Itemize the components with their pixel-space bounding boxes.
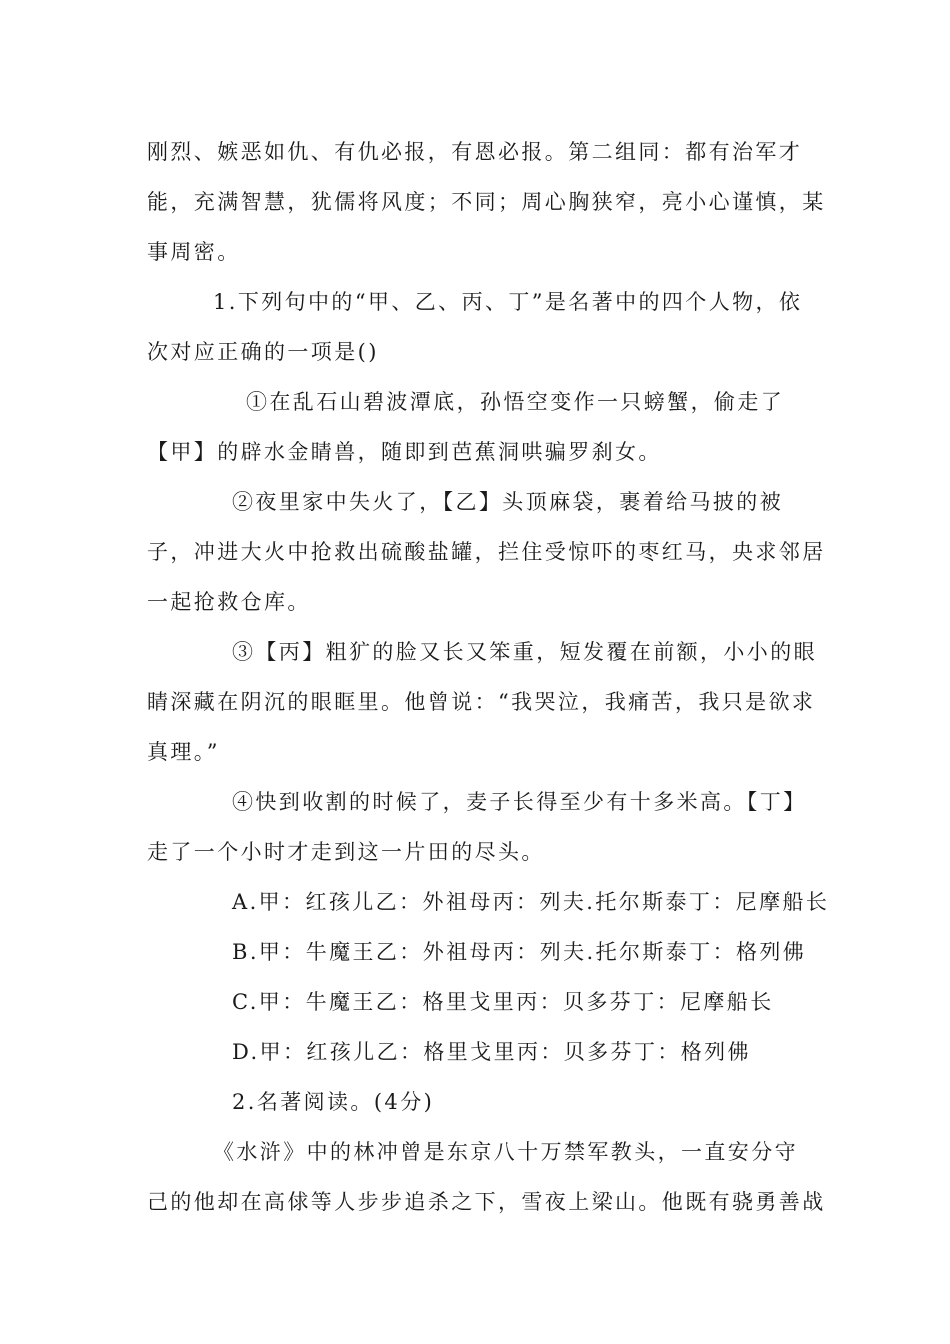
text-line: 睛深藏在阴沉的眼眶里。他曾说：“我哭泣，我痛苦，我只是欲求 — [147, 690, 816, 714]
text-line: 次对应正确的一项是() — [147, 340, 379, 364]
question-2-stem: 2.名著阅读。(4分) — [232, 1090, 435, 1114]
text-line: 能，充满智慧，犹儒将风度；不同；周心胸狭窄，亮小心谨慎，某 — [147, 190, 826, 214]
option-a: A.甲：红孩儿乙：外祖母丙：列夫.托尔斯泰丁：尼摩船长 — [232, 890, 830, 914]
text-line: 事周密。 — [147, 240, 241, 264]
text-line: 《水浒》中的林冲曾是东京八十万禁军教头，一直安分守 — [213, 1140, 798, 1164]
passage-1: ①在乱石山碧波潭底，孙悟空变作一只螃蟹，偷走了 — [246, 390, 785, 414]
option-b: B.甲：牛魔王乙：外祖母丙：列夫.托尔斯泰丁：格列佛 — [232, 940, 807, 964]
text-line: 真理。” — [147, 740, 220, 764]
text-line: 一起抢救仓库。 — [147, 590, 311, 614]
passage-4: ④快到收割的时候了，麦子长得至少有十多米高。【丁】 — [232, 790, 807, 814]
question-1-stem: 1.下列句中的“甲、乙、丙、丁”是名著中的四个人物，依 — [213, 290, 803, 314]
text-line: 子，冲进大火中抢救出硫酸盐罐，拦住受惊吓的枣红马，央求邻居 — [147, 540, 826, 564]
text-line: 【甲】的辟水金睛兽，随即到芭蕉洞哄骗罗刹女。 — [147, 440, 662, 464]
text-line: 己的他却在高俅等人步步追杀之下，雪夜上梁山。他既有骁勇善战 — [147, 1190, 826, 1214]
text-line: 走了一个小时才走到这一片田的尽头。 — [147, 840, 545, 864]
option-d: D.甲：红孩儿乙：格里戈里丙：贝多芬丁：格列佛 — [232, 1040, 751, 1064]
passage-2: ②夜里家中失火了，【乙】头顶麻袋，裹着给马披的被 — [232, 490, 784, 514]
text-line: 刚烈、嫉恶如仇、有仇必报，有恩必报。第二组同：都有治军才 — [147, 140, 803, 164]
option-c: C.甲：牛魔王乙：格里戈里丙：贝多芬丁：尼摩船长 — [232, 990, 774, 1014]
passage-3: ③【丙】粗犷的脸又长又笨重，短发覆在前额，小小的眼 — [232, 640, 817, 664]
